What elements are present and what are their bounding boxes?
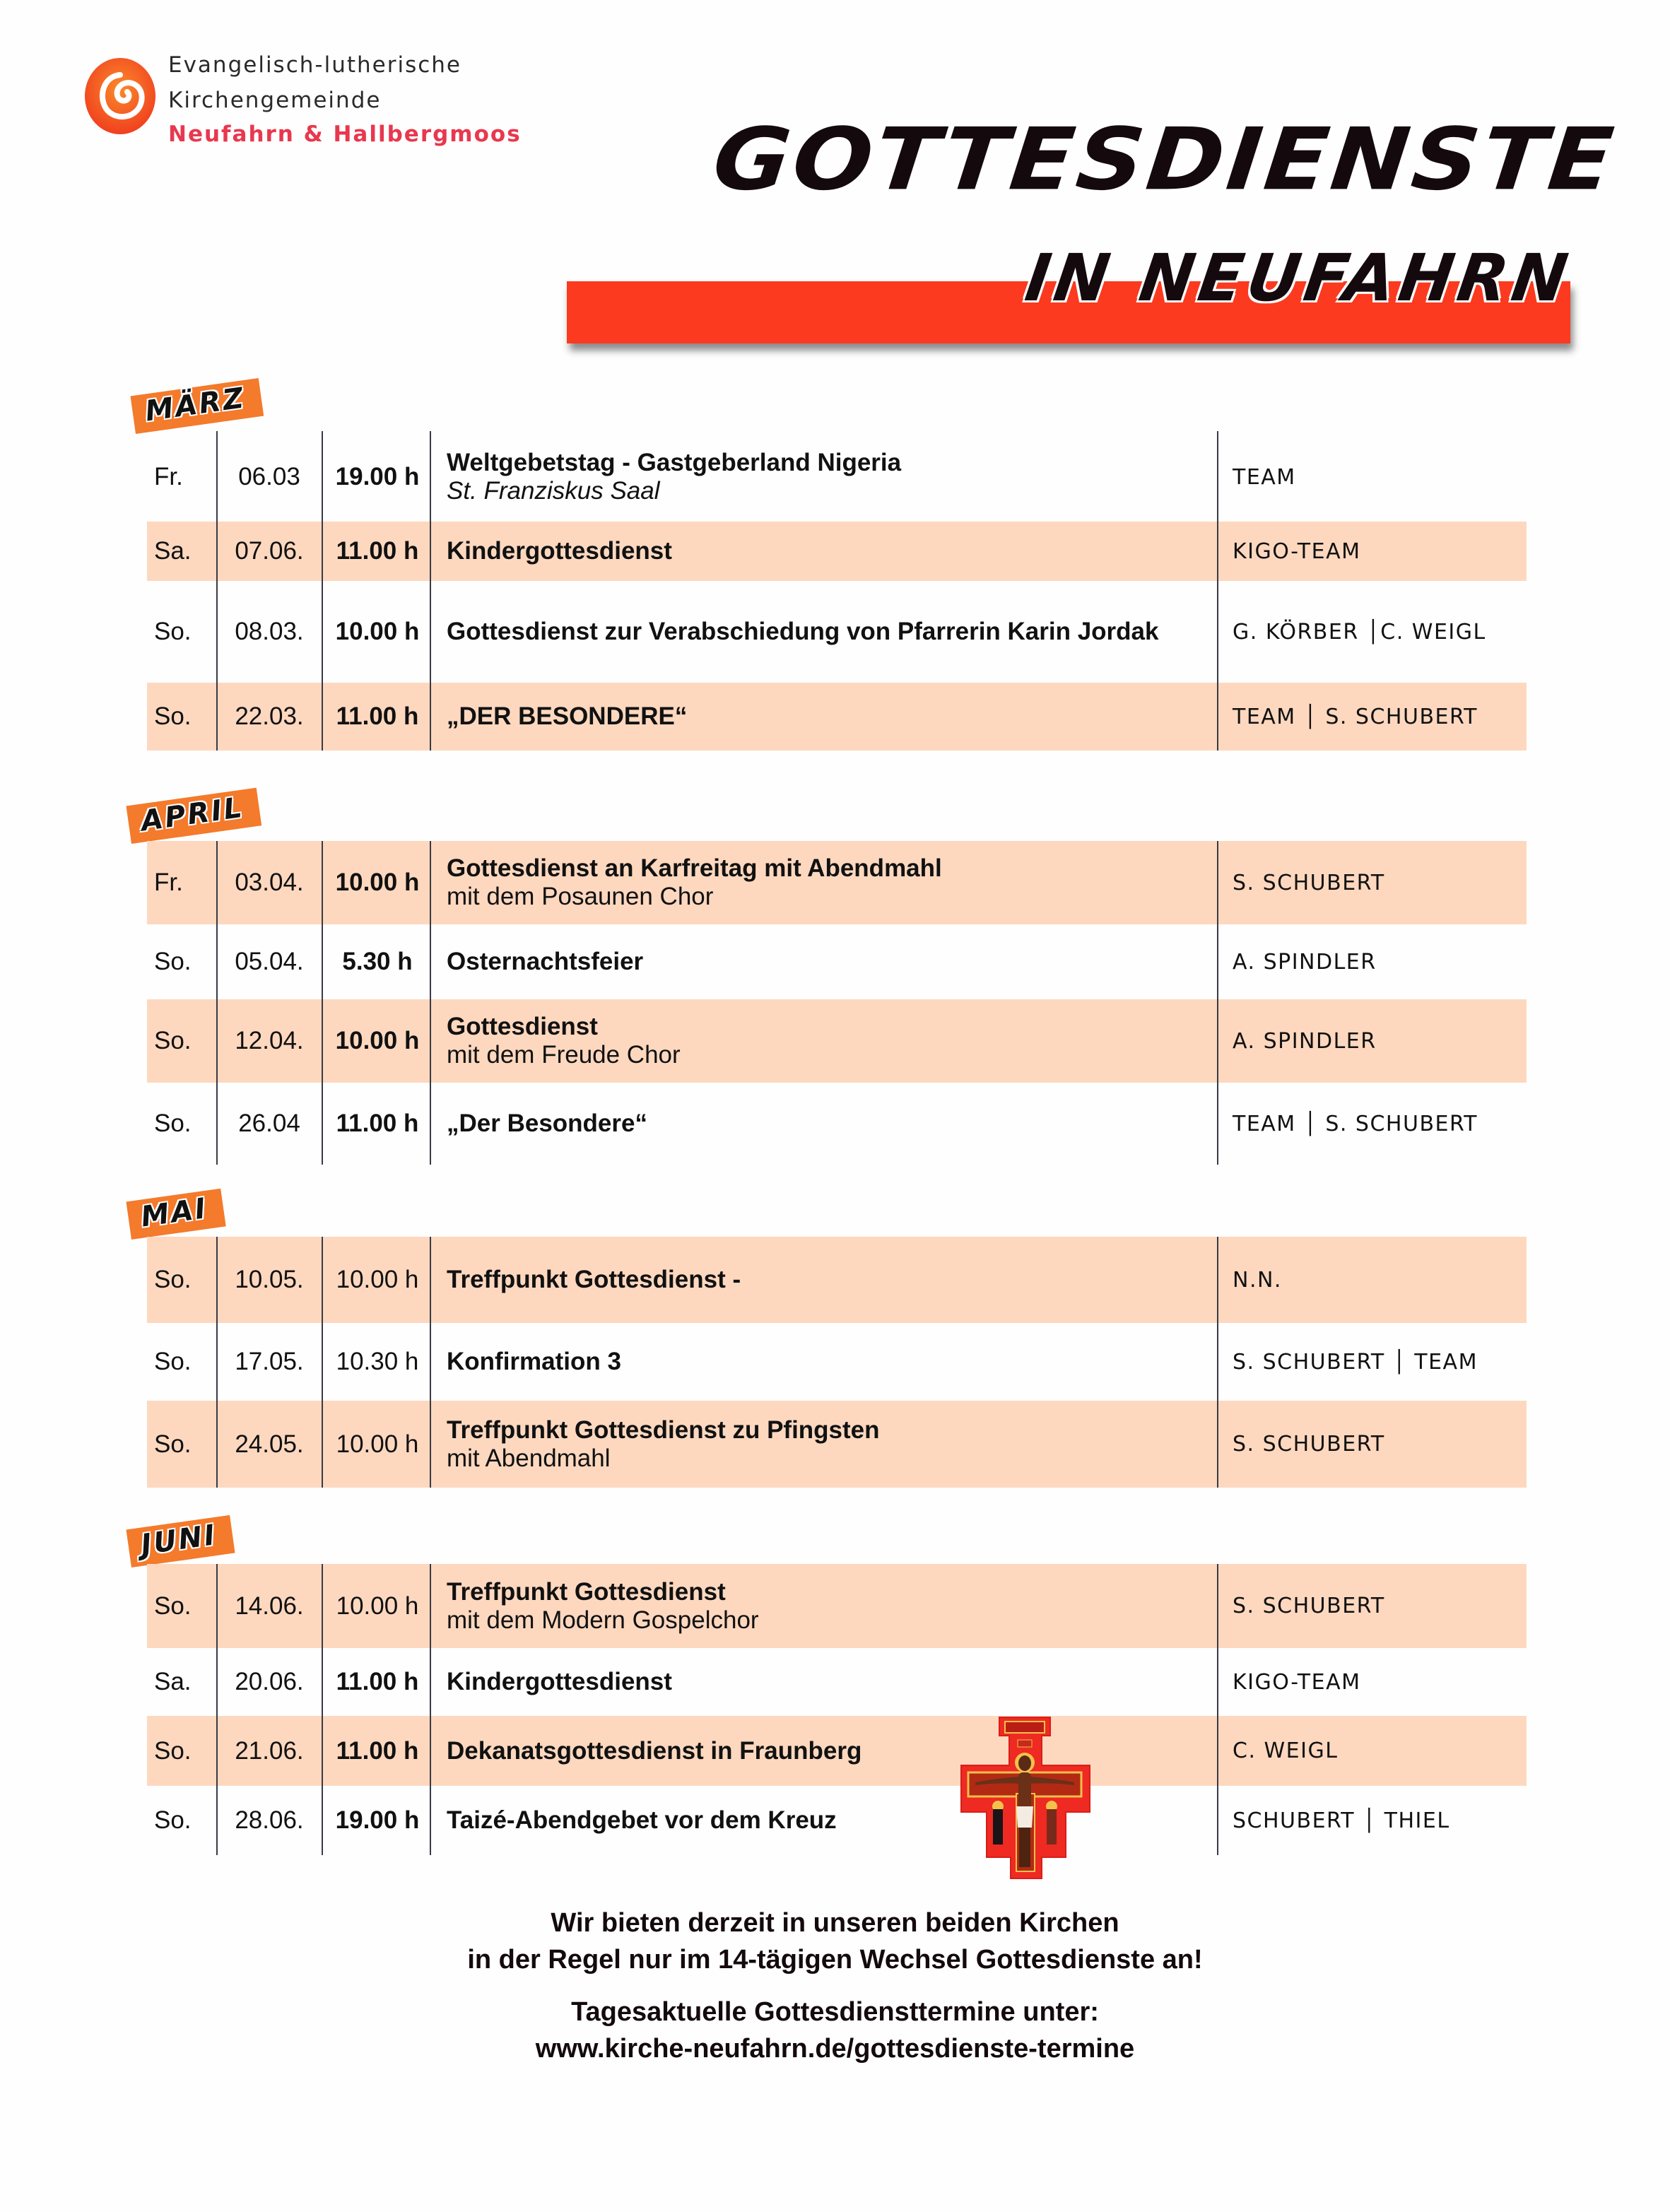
service-weekday: So. <box>154 702 192 730</box>
service-time: 11.00 h <box>336 1668 419 1695</box>
service-title: Gottesdienst zur Verabschiedung von Pfarrerin Karin Jordak <box>447 618 1159 645</box>
service-date: 06.03 <box>238 463 300 490</box>
service-title-cell <box>447 1648 1210 1716</box>
service-title: Gottesdienst an Karfreitag mit Abendmahl <box>447 854 942 882</box>
service-title: Treffpunkt Gottesdienst <box>447 1577 726 1606</box>
service-row <box>147 999 1527 1083</box>
service-row <box>147 1237 1527 1323</box>
service-subtitle: St. Franziskus Saal <box>447 477 660 505</box>
service-leader: S. SCHUBERT <box>1233 1594 1385 1618</box>
service-title: Weltgebetstag - Gastgeberland Nigeria <box>447 449 902 476</box>
service-row <box>147 433 1527 522</box>
service-leader: TEAM │ S. SCHUBERT <box>1233 1111 1478 1136</box>
service-leader: N.N. <box>1233 1267 1282 1293</box>
service-title-cell <box>447 841 1210 924</box>
service-title: Dekanatsgottesdienst in Fraunberg <box>447 1736 862 1765</box>
column-divider <box>430 841 431 1165</box>
service-title: Kindergottesdienst <box>447 537 672 565</box>
service-row <box>147 1083 1527 1165</box>
service-time: 10.00 h <box>336 1266 419 1293</box>
column-divider <box>322 1237 323 1488</box>
column-divider <box>216 431 218 751</box>
column-divider <box>1217 1237 1218 1488</box>
service-title: „Der Besondere“ <box>447 1110 647 1137</box>
service-leader: TEAM │ S. SCHUBERT <box>1233 704 1478 729</box>
service-weekday: So. <box>154 618 192 645</box>
church-spiral-logo-icon <box>83 57 157 136</box>
service-time: 11.00 h <box>336 1110 419 1137</box>
service-row <box>147 1564 1527 1648</box>
service-subtitle: mit dem Posaunen Chor <box>447 883 714 910</box>
service-leader: S. SCHUBERT <box>1233 1432 1385 1457</box>
service-date: 07.06. <box>235 537 304 565</box>
service-weekday: So. <box>154 1592 192 1620</box>
service-date: 20.06. <box>235 1668 304 1695</box>
month-label-märz: MÄRZ <box>130 378 263 434</box>
column-divider <box>430 1564 431 1855</box>
month-label-juni: JUNI <box>126 1515 235 1567</box>
service-weekday: Sa. <box>154 537 192 565</box>
month-label-mai: MAI <box>126 1189 225 1240</box>
service-time: 19.00 h <box>335 1806 420 1834</box>
service-title: Gottesdienst <box>447 1013 598 1040</box>
org-location: Neufahrn & Hallbergmoos <box>168 122 522 147</box>
page-title: GOTTESDIENSTE <box>708 110 1621 210</box>
service-row <box>147 1323 1527 1401</box>
month-label-april: APRIL <box>126 788 261 844</box>
service-time: 11.00 h <box>336 1736 419 1765</box>
service-row <box>147 1401 1527 1488</box>
service-weekday: So. <box>154 1348 192 1375</box>
footer-note-line1: Wir bieten derzeit in unseren beiden Kirchen <box>551 1908 1119 1938</box>
service-weekday: Sa. <box>154 1668 192 1695</box>
service-time: 11.00 h <box>336 702 419 730</box>
column-divider <box>322 841 323 1165</box>
service-row <box>147 841 1527 924</box>
service-title-cell <box>447 1716 1210 1786</box>
service-title: Osternachtsfeier <box>447 948 644 975</box>
column-divider <box>216 1237 218 1488</box>
service-title: Treffpunkt Gottesdienst - <box>447 1266 741 1293</box>
service-leader: S. SCHUBERT │ TEAM <box>1233 1349 1478 1375</box>
service-time: 10.00 h <box>336 1430 419 1458</box>
crucifix-icon <box>955 1716 1094 1880</box>
service-title-cell <box>447 1786 1210 1855</box>
column-divider <box>216 841 218 1165</box>
service-row <box>147 581 1527 683</box>
footer-url-link[interactable]: www.kirche-neufahrn.de/gottesdienste-termine <box>535 2034 1135 2064</box>
column-divider <box>216 1564 218 1855</box>
service-time: 10.30 h <box>336 1348 419 1375</box>
service-subtitle: mit Abendmahl <box>447 1444 611 1472</box>
service-row <box>147 1786 1527 1855</box>
service-time: 10.00 h <box>335 869 420 896</box>
service-date: 22.03. <box>235 702 304 730</box>
service-time: 10.00 h <box>335 1027 420 1054</box>
column-divider <box>322 1564 323 1855</box>
column-divider <box>1217 1564 1218 1855</box>
service-weekday: So. <box>154 1110 192 1137</box>
service-date: 21.06. <box>235 1736 304 1765</box>
service-leader: C. WEIGL <box>1233 1739 1339 1763</box>
column-divider <box>430 1237 431 1488</box>
service-leader: SCHUBERT │ THIEL <box>1233 1808 1450 1833</box>
service-leader: TEAM <box>1233 464 1296 490</box>
page-subtitle: IN NEUFAHRN <box>1021 240 1577 316</box>
service-weekday: So. <box>154 1736 192 1765</box>
service-title-cell <box>447 1237 1210 1323</box>
service-time: 19.00 h <box>335 463 420 490</box>
service-row <box>147 522 1527 581</box>
service-title: Treffpunkt Gottesdienst zu Pfingsten <box>447 1416 880 1444</box>
service-date: 03.04. <box>235 869 304 896</box>
service-title-cell <box>447 1323 1210 1401</box>
service-title-cell <box>447 1401 1210 1488</box>
footer-note-line2: in der Regel nur im 14-tägigen Wechsel Gottesdienste an! <box>467 1945 1203 1975</box>
service-title-cell <box>447 1083 1210 1165</box>
service-date: 10.05. <box>235 1266 304 1293</box>
service-title-cell <box>447 1564 1210 1648</box>
service-leader: S. SCHUBERT <box>1233 870 1385 895</box>
service-title-cell <box>447 522 1210 581</box>
column-divider <box>1217 431 1218 751</box>
service-subtitle: mit dem Modern Gospelchor <box>447 1606 759 1634</box>
service-row <box>147 683 1527 751</box>
service-weekday: Fr. <box>154 869 183 896</box>
service-row <box>147 1716 1527 1786</box>
service-weekday: So. <box>154 1806 192 1834</box>
service-date: 24.05. <box>235 1430 304 1458</box>
service-date: 08.03. <box>235 618 304 645</box>
service-weekday: So. <box>154 1266 192 1293</box>
service-weekday: So. <box>154 948 192 975</box>
service-leader: KIGO-TEAM <box>1233 539 1361 564</box>
service-date: 05.04. <box>235 948 304 975</box>
footer-info-line: Tagesaktuelle Gottesdiensttermine unter: <box>571 1997 1099 2027</box>
service-title: Taizé-Abendgebet vor dem Kreuz <box>447 1806 837 1834</box>
column-divider <box>1217 841 1218 1165</box>
service-leader: G. KÖRBER │C. WEIGL <box>1233 619 1486 645</box>
service-title-cell <box>447 683 1210 751</box>
service-time: 11.00 h <box>336 537 419 565</box>
org-name-line1: Evangelisch-lutherische <box>168 52 461 78</box>
service-row <box>147 924 1527 999</box>
service-title-cell <box>447 924 1210 999</box>
service-date: 17.05. <box>235 1348 304 1375</box>
service-leader: A. SPINDLER <box>1233 949 1377 975</box>
service-title-cell <box>447 999 1210 1083</box>
service-title: Kindergottesdienst <box>447 1668 672 1695</box>
service-title: „DER BESONDERE“ <box>447 702 688 730</box>
column-divider <box>430 431 431 751</box>
service-weekday: Fr. <box>154 463 183 490</box>
column-divider <box>322 431 323 751</box>
service-leader: KIGO-TEAM <box>1233 1669 1361 1695</box>
service-row <box>147 1648 1527 1716</box>
service-date: 14.06. <box>235 1592 304 1620</box>
service-weekday: So. <box>154 1027 192 1054</box>
service-title: Konfirmation 3 <box>447 1348 621 1375</box>
service-time: 10.00 h <box>336 1592 419 1620</box>
service-date: 28.06. <box>235 1806 304 1834</box>
service-subtitle: mit dem Freude Chor <box>447 1041 681 1069</box>
service-title-cell <box>447 433 1210 522</box>
service-time: 10.00 h <box>335 618 420 645</box>
service-date: 12.04. <box>235 1027 304 1054</box>
service-title-cell <box>447 581 1210 683</box>
org-name-line2: Kirchengemeinde <box>168 88 382 113</box>
service-weekday: So. <box>154 1430 192 1458</box>
service-date: 26.04 <box>238 1110 300 1137</box>
service-leader: A. SPINDLER <box>1233 1028 1377 1054</box>
service-time: 5.30 h <box>342 948 413 975</box>
